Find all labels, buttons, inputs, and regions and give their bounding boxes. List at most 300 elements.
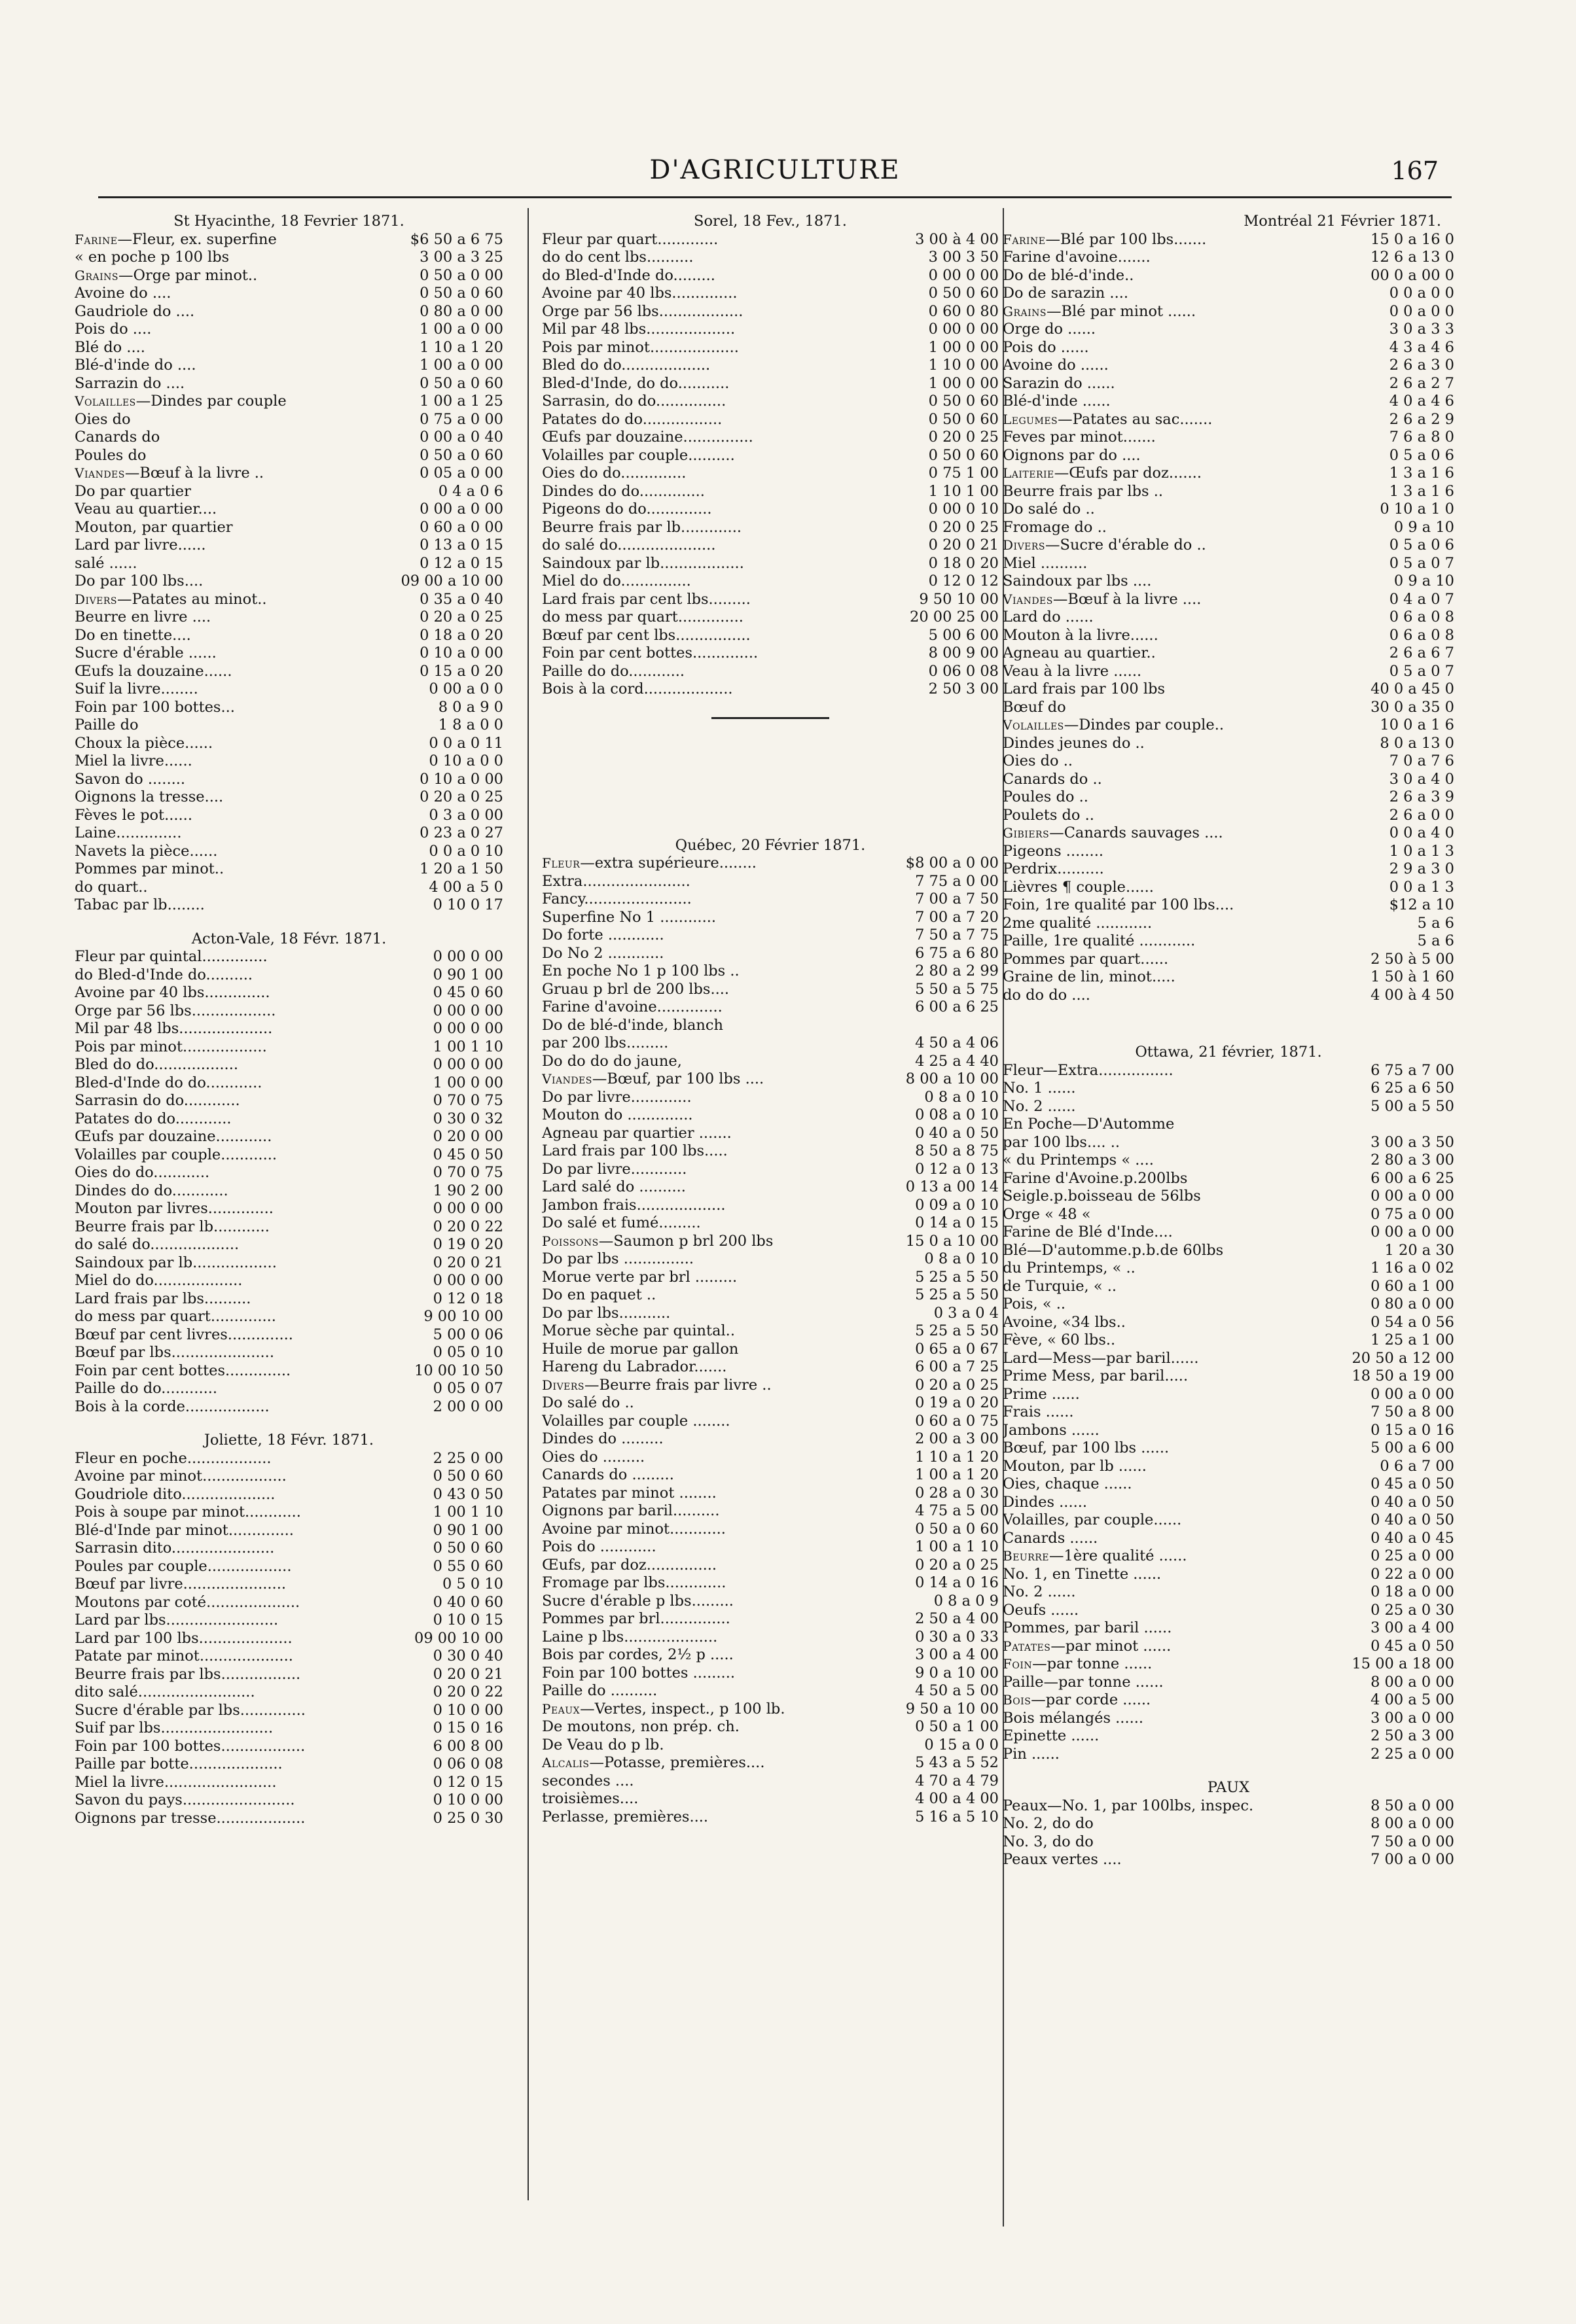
item-label <box>1003 321 1386 339</box>
price-row <box>542 339 999 357</box>
item-label <box>1003 429 1386 447</box>
price-row <box>542 1305 999 1323</box>
item-text: Agneau au quartier.. <box>1003 644 1156 661</box>
price-row <box>75 519 503 537</box>
item-text: Sarrasin dito...................... <box>75 1540 275 1557</box>
price-row <box>542 1322 999 1341</box>
item-text: —Sucre d'érable do .. <box>1045 537 1206 554</box>
price-row <box>1003 1439 1454 1458</box>
price-row <box>1003 608 1454 627</box>
column-right <box>1003 213 1454 1869</box>
item-text: Œufs par douzaine............ <box>75 1128 272 1145</box>
item-label <box>542 1521 911 1539</box>
price-value: 0 45 0 60 <box>433 984 503 1001</box>
item-text: Do par 100 lbs.... <box>75 572 204 590</box>
item-text: Sarrasin, do do............... <box>542 393 726 410</box>
item-text: Feves par minot....... <box>1003 429 1156 446</box>
item-text: par 200 lbs......... <box>542 1034 669 1051</box>
price-row <box>542 1053 999 1071</box>
item-text: Prime Mess, par baril..... <box>1003 1367 1189 1384</box>
item-label <box>542 926 911 945</box>
item-text: do quart.. <box>75 878 148 896</box>
item-text: Gaudriole do .... <box>75 302 195 320</box>
item-text: Superfine No 1 ............ <box>542 908 717 926</box>
price-value: 0 18 a 0 00 <box>1370 1583 1454 1600</box>
column-left <box>75 213 503 1827</box>
item-text: —Beurre frais par livre .. <box>584 1376 772 1394</box>
price-value: 7 75 a 0 00 <box>915 872 999 890</box>
price-value: 1 25 a 1 00 <box>1370 1331 1454 1348</box>
price-value: 2 6 a 2 7 <box>1389 374 1454 392</box>
price-value: 5 00 6 00 <box>928 626 999 644</box>
item-label <box>75 249 416 267</box>
item-label <box>1003 1494 1367 1512</box>
item-label <box>542 1250 920 1269</box>
item-label <box>1003 1224 1367 1242</box>
item-text: Dindes ...... <box>1003 1493 1088 1511</box>
item-text: Canards ...... <box>1003 1529 1098 1547</box>
price-row <box>75 555 503 573</box>
price-value: 8 0 a 9 0 <box>438 698 503 716</box>
price-value: 15 0 a 16 0 <box>1370 230 1454 248</box>
item-label <box>1003 231 1367 249</box>
price-row <box>1003 1331 1454 1350</box>
price-value: 40 0 a 45 0 <box>1370 680 1454 697</box>
item-text: Sucre d'érable ...... <box>75 644 217 661</box>
price-row <box>542 1538 999 1557</box>
price-value: $12 a 10 <box>1389 896 1454 913</box>
price-value: 1 50 à 1 60 <box>1370 968 1454 985</box>
item-label <box>1003 1691 1367 1710</box>
item-text: Oeufs ...... <box>1003 1601 1079 1619</box>
price-value: 0 10 0 17 <box>433 896 503 913</box>
item-label <box>75 896 429 915</box>
price-value: 0 40 a 0 50 <box>1370 1493 1454 1511</box>
item-label <box>1003 663 1386 681</box>
price-value: 5 25 a 5 50 <box>915 1322 999 1339</box>
item-label <box>542 249 925 267</box>
item-label <box>1003 357 1386 375</box>
price-row <box>1003 1833 1454 1852</box>
price-row <box>75 1326 503 1345</box>
price-value: 0 05 0 10 <box>433 1344 503 1361</box>
price-value: 1 00 1 10 <box>433 1504 503 1521</box>
price-row <box>542 854 999 873</box>
price-value: 2 6 a 2 9 <box>1389 410 1454 428</box>
price-row <box>75 1611 503 1630</box>
item-label <box>542 1430 911 1449</box>
item-label <box>542 1286 911 1305</box>
item-label <box>1003 1134 1367 1152</box>
price-row <box>75 788 503 807</box>
item-label <box>1003 1619 1367 1638</box>
price-value: 0 5 0 10 <box>442 1576 503 1593</box>
price-value: 8 50 a 8 75 <box>915 1142 999 1159</box>
price-value: 0 54 a 0 56 <box>1370 1313 1454 1331</box>
price-row <box>1003 1458 1454 1476</box>
price-value: 2 50 à 5 00 <box>1370 950 1454 968</box>
item-label <box>1003 1602 1367 1620</box>
item-text: Mouton, par quartier <box>75 518 233 536</box>
item-label <box>542 981 911 999</box>
item-text: Pommes par minot.. <box>75 860 224 877</box>
item-label <box>75 1791 429 1810</box>
price-value: 4 00 a 4 00 <box>915 1790 999 1807</box>
price-row <box>75 1468 503 1486</box>
item-label <box>542 1538 911 1557</box>
price-value: 0 20 a 0 25 <box>915 1376 999 1394</box>
item-label <box>75 1326 429 1345</box>
price-row <box>1003 1619 1454 1638</box>
item-label <box>75 483 435 501</box>
price-row <box>1003 267 1454 285</box>
item-label <box>1003 1475 1367 1494</box>
item-label <box>1003 1511 1367 1530</box>
price-row <box>542 303 999 321</box>
price-row <box>75 1791 503 1810</box>
item-label <box>75 1719 429 1738</box>
price-value: 0 30 0 32 <box>433 1110 503 1127</box>
category-label: Fleur <box>542 855 581 871</box>
item-text: —Blé par minot ...... <box>1047 302 1196 320</box>
item-label <box>542 663 925 681</box>
item-label <box>75 1074 429 1093</box>
price-row <box>542 1502 999 1521</box>
price-row <box>75 357 503 375</box>
item-label <box>1003 249 1367 267</box>
price-value: 3 00 a 3 25 <box>420 249 503 266</box>
item-text: Saindoux par lb.................. <box>542 554 744 572</box>
price-value: 3 00 3 50 <box>928 249 999 266</box>
category-label: Volailles <box>75 393 136 409</box>
price-value: 0 20 0 22 <box>433 1683 503 1700</box>
item-text: Goudriole dito.................... <box>75 1485 276 1503</box>
item-text: Do do do do jaune, <box>542 1052 682 1070</box>
item-text: do salé do..................... <box>542 537 716 554</box>
item-text: Pigeons ........ <box>1003 842 1104 860</box>
item-label <box>75 966 429 985</box>
item-text: Paille do .......... <box>542 1682 658 1699</box>
item-label <box>1003 824 1386 843</box>
item-label <box>1003 537 1386 555</box>
item-text: Oignons par tresse................... <box>75 1809 306 1827</box>
price-row <box>75 1702 503 1720</box>
price-value: 7 0 a 7 6 <box>1389 752 1454 769</box>
item-text: —Vertes, inspect., p 100 lb. <box>580 1700 785 1717</box>
item-text: Canards do .. <box>1003 770 1102 788</box>
item-label <box>75 1810 429 1828</box>
item-label <box>1003 285 1386 303</box>
item-label <box>542 1629 911 1647</box>
price-row <box>75 1666 503 1684</box>
price-row <box>75 1755 503 1774</box>
price-value: 6 00 a 6 25 <box>915 998 999 1015</box>
item-text: —extra supérieure........ <box>580 854 757 872</box>
item-label <box>1003 680 1367 699</box>
item-label <box>542 1125 911 1143</box>
price-value: 20 00 25 00 <box>910 608 999 625</box>
item-label <box>542 285 925 303</box>
price-row <box>1003 716 1454 735</box>
price-value: 1 8 a 0 0 <box>438 716 503 733</box>
item-label <box>75 824 416 843</box>
price-row <box>542 909 999 927</box>
item-text: Bois à la cord................... <box>542 680 733 697</box>
item-text: Miel la livre...... <box>75 752 192 769</box>
item-label <box>542 644 925 663</box>
item-label <box>542 1161 911 1179</box>
price-row <box>75 1398 503 1417</box>
item-text: Avoine par minot............ <box>542 1520 726 1538</box>
item-label <box>75 644 416 663</box>
price-value: 0 14 a 0 16 <box>915 1574 999 1591</box>
item-text: Foin par 100 bottes.................. <box>75 1737 306 1755</box>
category-label: Beurre <box>1003 1548 1050 1564</box>
item-label <box>75 339 416 357</box>
item-text: Pigeons do do.............. <box>542 501 712 518</box>
item-text: —Blé par 100 lbs....... <box>1045 230 1207 248</box>
item-text: —par corde ...... <box>1031 1691 1151 1708</box>
item-text: —Orge par minot.. <box>118 266 258 284</box>
price-value: 1 10 a 1 20 <box>915 1448 999 1466</box>
item-label <box>75 375 416 393</box>
price-row <box>75 411 503 429</box>
price-value: 0 00 0 00 <box>928 321 999 338</box>
price-value: 20 50 a 12 00 <box>1352 1349 1454 1367</box>
item-label <box>1003 1727 1367 1746</box>
item-label <box>1003 1655 1348 1674</box>
price-value: 2 6 a 3 0 <box>1389 357 1454 374</box>
item-text: —Dindes par couple <box>135 393 287 410</box>
price-row <box>1003 1494 1454 1512</box>
price-value: 8 0 a 13 0 <box>1380 734 1454 752</box>
item-label <box>75 1020 429 1038</box>
price-value: 0 00 a 0 00 <box>1370 1188 1454 1205</box>
item-text: Miel do do................... <box>75 1272 243 1289</box>
item-label <box>542 1790 911 1808</box>
category-label: Volailles <box>1003 717 1064 733</box>
item-text: « du Printemps « .... <box>1003 1152 1154 1169</box>
price-value: 0 15 a 0 20 <box>420 662 503 680</box>
item-text: Canards do ......... <box>542 1466 674 1483</box>
item-label <box>1003 267 1367 285</box>
price-row <box>542 962 999 981</box>
market-section <box>1003 213 1454 1004</box>
item-label <box>1003 879 1386 897</box>
item-text: Farine d'Avoine.p.200lbs <box>1003 1169 1188 1187</box>
price-value: 2 6 a 3 9 <box>1389 788 1454 805</box>
item-label <box>75 1630 410 1648</box>
item-label <box>1003 1797 1367 1816</box>
price-value: 1 20 a 30 <box>1384 1241 1454 1259</box>
item-text: Savon du pays........................ <box>75 1791 295 1808</box>
price-value: 0 40 a 0 50 <box>1370 1511 1454 1528</box>
item-text: Fleur par quart............. <box>542 230 719 248</box>
price-row <box>1003 1242 1454 1260</box>
item-text: Avoine par 40 lbs.............. <box>542 285 738 302</box>
price-value: 0 15 a 0 0 <box>924 1736 999 1753</box>
item-text: Oies do do............ <box>75 1164 210 1181</box>
item-label <box>75 393 416 411</box>
price-row <box>542 393 999 411</box>
item-text: Sarazin do ...... <box>1003 374 1115 392</box>
item-label <box>75 321 416 339</box>
price-row <box>542 1430 999 1449</box>
price-row <box>75 1254 503 1273</box>
price-value: 0 09 a 0 10 <box>915 1196 999 1214</box>
price-row <box>75 1738 503 1756</box>
price-row <box>542 926 999 945</box>
price-row <box>75 1236 503 1254</box>
price-row <box>542 572 999 591</box>
price-value: 0 05 a 0 00 <box>420 465 503 482</box>
price-value: 0 12 0 15 <box>433 1773 503 1791</box>
price-row <box>542 465 999 483</box>
item-label <box>1003 339 1386 357</box>
item-label <box>542 1053 911 1071</box>
price-value: 0 00 a 0 00 <box>420 501 503 518</box>
section-rule <box>711 717 829 719</box>
item-label <box>1003 771 1386 789</box>
price-row <box>542 411 999 429</box>
item-text: Gruau p brl de 200 lbs.... <box>542 980 730 998</box>
category-label: Grains <box>1003 303 1047 319</box>
price-value: 4 00 a 5 00 <box>1370 1691 1454 1708</box>
item-label <box>1003 1080 1367 1098</box>
price-row <box>1003 663 1454 681</box>
price-value: 4 50 a 4 06 <box>915 1034 999 1051</box>
category-label: Peaux <box>542 1700 581 1717</box>
price-row <box>1003 1098 1454 1116</box>
price-row <box>542 608 999 627</box>
market-section <box>542 213 999 699</box>
price-row <box>542 1664 999 1683</box>
price-row <box>75 1380 503 1398</box>
section-title: PAUX <box>1207 1779 1250 1796</box>
item-text: du Printemps, « .. <box>1003 1259 1136 1276</box>
price-value: 0 45 0 50 <box>433 1146 503 1163</box>
item-text: Œufs, par doz............... <box>542 1556 717 1574</box>
item-text: Mouton à la livre...... <box>1003 626 1158 644</box>
item-label <box>542 1305 930 1323</box>
item-text: Poules do <box>75 446 147 464</box>
item-text: Lard par 100 lbs.................... <box>75 1629 293 1647</box>
item-text: Orge par 56 lbs.................. <box>75 1002 276 1019</box>
price-row <box>75 627 503 645</box>
item-label <box>75 1362 410 1381</box>
item-text: Jambon frais................... <box>542 1196 726 1214</box>
item-label <box>1003 1851 1367 1869</box>
item-label <box>75 501 416 519</box>
item-text: Dindes do ......... <box>542 1430 664 1447</box>
price-value: 0 43 0 50 <box>433 1485 503 1503</box>
item-text: Lard par livre...... <box>75 537 206 554</box>
price-value: 0 0 a 4 0 <box>1389 824 1454 841</box>
price-row <box>1003 1710 1454 1728</box>
price-row <box>542 1197 999 1215</box>
item-text: Mouton par livres.............. <box>75 1200 274 1217</box>
price-row <box>75 1362 503 1381</box>
item-label <box>1003 1674 1367 1692</box>
item-text: Blé do .... <box>75 338 145 356</box>
price-row <box>1003 1295 1454 1314</box>
item-text: Miel do do............... <box>542 572 691 590</box>
item-label <box>1003 1242 1381 1260</box>
item-label <box>1003 1206 1367 1224</box>
item-label <box>75 1683 429 1702</box>
price-row <box>1003 1797 1454 1816</box>
item-label <box>542 890 911 909</box>
price-row <box>1003 1350 1454 1368</box>
price-value: 2 6 a 0 0 <box>1389 806 1454 824</box>
item-label <box>1003 1278 1367 1296</box>
price-row <box>1003 501 1454 519</box>
price-value: 0 05 0 07 <box>433 1380 503 1397</box>
price-row <box>1003 824 1454 843</box>
item-label <box>75 1056 429 1074</box>
price-row <box>75 699 503 717</box>
page-number: 167 <box>1391 156 1439 185</box>
price-value: 0 5 a 0 6 <box>1389 446 1454 464</box>
item-label <box>1003 896 1386 915</box>
item-text: Lard frais par cent lbs......... <box>542 590 751 608</box>
price-row <box>75 879 503 897</box>
item-text: Poules do .. <box>1003 788 1088 805</box>
price-value: 4 0 a 4 6 <box>1389 393 1454 410</box>
item-label <box>75 1344 429 1362</box>
item-label <box>75 1128 429 1146</box>
price-value: 0 80 a 0 00 <box>1370 1295 1454 1312</box>
price-row <box>1003 519 1454 537</box>
item-label <box>542 375 925 393</box>
price-row <box>542 375 999 393</box>
price-row <box>1003 951 1454 969</box>
price-row <box>75 608 503 627</box>
item-text: Mil par 48 lbs.................... <box>75 1020 273 1037</box>
price-value: 1 00 1 10 <box>433 1038 503 1055</box>
item-text: Do par quartier <box>75 482 191 500</box>
item-text: Oies do do.............. <box>542 465 687 482</box>
price-value: 4 3 a 4 6 <box>1389 338 1454 356</box>
price-value: 1 0 a 1 3 <box>1389 842 1454 860</box>
price-value: 15 0 a 10 00 <box>905 1232 999 1250</box>
price-value: 8 00 9 00 <box>928 644 999 661</box>
item-text: Bois par cordes, 2½ p ..... <box>542 1646 734 1663</box>
price-row <box>542 1017 999 1035</box>
item-text: Volailles par couple ........ <box>542 1412 730 1430</box>
item-label <box>1003 1583 1367 1602</box>
item-text: En poche No 1 p 100 lbs .. <box>542 962 740 979</box>
price-value: 0 50 0 60 <box>928 410 999 428</box>
price-value: 7 00 a 7 50 <box>915 890 999 907</box>
category-label: Divers <box>542 1377 585 1393</box>
price-value: 15 00 a 18 00 <box>1352 1655 1454 1672</box>
price-value: 0 00 0 00 <box>433 1272 503 1289</box>
column-divider <box>528 208 529 2200</box>
item-label <box>75 1666 429 1684</box>
price-value: 5 a 6 <box>1417 932 1454 949</box>
item-label <box>1003 465 1386 483</box>
item-text: Do salé do .. <box>1003 501 1095 518</box>
price-value: 1 20 a 1 50 <box>420 860 503 877</box>
category-label: Farine <box>75 231 118 247</box>
section-title: Ottawa, 21 février, 1871. <box>1135 1044 1322 1061</box>
price-value: 0 15 0 16 <box>433 1719 503 1736</box>
price-row <box>542 1250 999 1269</box>
item-label <box>1003 1350 1348 1368</box>
item-label <box>75 267 416 285</box>
price-row <box>75 1344 503 1362</box>
